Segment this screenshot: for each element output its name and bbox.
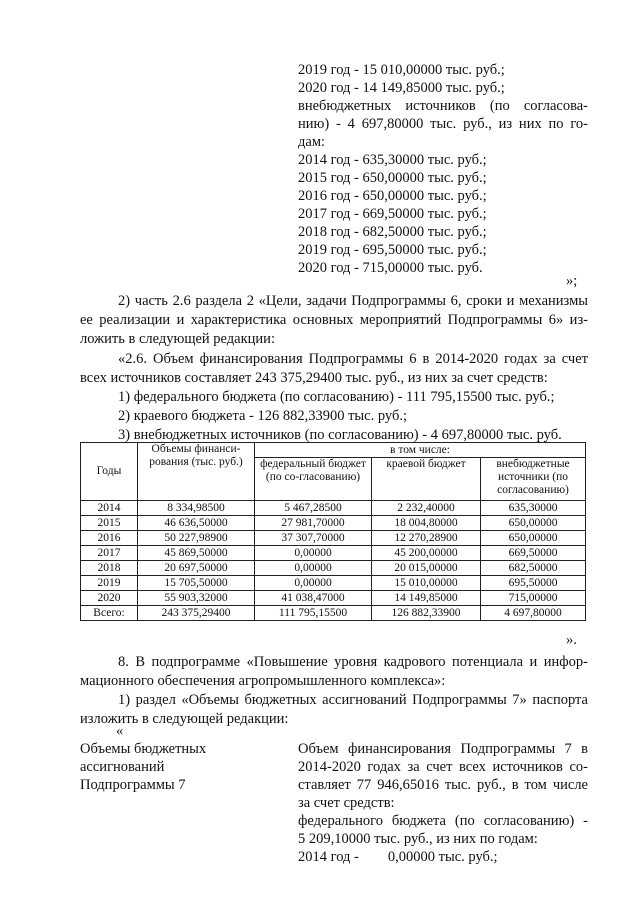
year-line: 2020 год - 715,00000 тыс. руб. [298, 260, 483, 276]
table-row [81, 516, 586, 531]
table-total-row [81, 606, 586, 621]
cell-total: 8 334,98500 [138, 501, 255, 516]
year-line: 2017 год - 669,50000 тыс. руб.; [298, 206, 487, 222]
column-header-volume: Объемы финанси-рования (тыс. руб.) [138, 443, 255, 501]
financing-table [80, 442, 586, 621]
paragraph-line: изложить в следующей редакции: [80, 711, 289, 727]
cell-federal: 37 307,70000 [255, 531, 372, 546]
cell-total: 15 705,50000 [138, 576, 255, 591]
cell-offbudget: 4 697,80000 [481, 606, 586, 621]
cell-regional: 14 149,85000 [372, 591, 481, 606]
cell-year: 2016 [81, 531, 138, 546]
text-line: дам: [298, 134, 326, 150]
cell-federal: 111 795,15500 [255, 606, 372, 621]
paragraph-line: ее реализации и характеристика основных мероприятий Подпрограммы 6» из- [80, 312, 588, 328]
paragraph-line: 8. В подпрограмме «Повышение уровня кадрового потенциала и инфор- [118, 654, 588, 670]
year-line: 2015 год - 650,00000 тыс. руб.; [298, 170, 487, 186]
paragraph-line: мационного обеспечения агропромышленного комплекса»: [80, 673, 446, 689]
cell-year: Всего: [81, 606, 138, 621]
cell-year: 2019 [81, 576, 138, 591]
year-line: 2019 год - 15 010,00000 тыс. руб.; [298, 62, 505, 78]
table-row [81, 561, 586, 576]
cell-regional: 15 010,00000 [372, 576, 481, 591]
cell-offbudget: 669,50000 [481, 546, 586, 561]
cell-offbudget: 650,00000 [481, 531, 586, 546]
text-line: ставляет 77 946,65016 тыс. руб., в том числе [298, 777, 588, 793]
year-line: 2018 год - 682,50000 тыс. руб.; [298, 224, 487, 240]
cell-offbudget: 682,50000 [481, 561, 586, 576]
cell-total: 20 697,50000 [138, 561, 255, 576]
cell-regional: 12 270,28900 [372, 531, 481, 546]
cell-year: 2014 [81, 501, 138, 516]
text-line: 5 209,10000 тыс. руб., из них по годам: [298, 831, 538, 847]
cell-federal: 27 981,70000 [255, 516, 372, 531]
column-header-offbudget: внебюджетные источники (по согласованию) [481, 458, 586, 501]
opening-quote: « [116, 723, 124, 739]
cell-year: 2017 [81, 546, 138, 561]
cell-regional: 18 004,80000 [372, 516, 481, 531]
cell-federal: 0,00000 [255, 561, 372, 576]
year-line: 2019 год - 695,50000 тыс. руб.; [298, 242, 487, 258]
passport-label: Объемы бюджетных [80, 741, 207, 757]
paragraph-line: всех источников составляет 243 375,29400 тыс. руб., из них за счет средств: [80, 370, 548, 386]
column-header-years: Годы [81, 443, 138, 501]
text-line: нию) - 4 697,80000 тыс. руб., из них по го- [298, 116, 588, 132]
year-line: 2020 год - 14 149,85000 тыс. руб.; [298, 80, 505, 96]
cell-regional: 126 882,33900 [372, 606, 481, 621]
cell-offbudget: 635,30000 [481, 501, 586, 516]
year-line: 2014 год - 0,00000 тыс. руб.; [298, 849, 498, 865]
text-line: внебюджетных источников (по согласова- [298, 98, 588, 114]
paragraph-line: 3) внебюджетных источников (по согласованию) - 4 697,80000 тыс. руб. [118, 427, 562, 443]
column-header-federal: федеральный бюджет (по со-гласованию) [255, 458, 372, 501]
cell-offbudget: 715,00000 [481, 591, 586, 606]
text-line: за счет средств: [298, 795, 395, 811]
cell-offbudget: 650,00000 [481, 516, 586, 531]
passport-value [298, 740, 588, 866]
cell-regional: 2 232,40000 [372, 501, 481, 516]
cell-offbudget: 695,50000 [481, 576, 586, 591]
table-row [81, 531, 586, 546]
cell-federal: 0,00000 [255, 546, 372, 561]
closing-quote: »; [566, 273, 578, 289]
cell-total: 50 227,98900 [138, 531, 255, 546]
cell-year: 2020 [81, 591, 138, 606]
paragraph-line: 1) раздел «Объемы бюджетных ассигнований Подпрограммы 7» паспорта [118, 692, 588, 708]
cell-total: 45 869,50000 [138, 546, 255, 561]
table-row [81, 501, 586, 516]
paragraph-line: ложить в следующей редакции: [80, 331, 275, 347]
cell-year: 2015 [81, 516, 138, 531]
paragraph-line: 2) краевого бюджета - 126 882,33900 тыс. руб.; [118, 408, 408, 424]
cell-federal: 41 038,47000 [255, 591, 372, 606]
cell-federal: 0,00000 [255, 576, 372, 591]
table-row [81, 576, 586, 591]
text-line: Объем финансирования Подпрограммы 7 в [298, 741, 588, 757]
column-header-including: в том числе: [255, 443, 586, 458]
funding-list-top [298, 61, 588, 277]
passport-label: Подпрограммы 7 [80, 777, 186, 793]
cell-federal: 5 467,28500 [255, 501, 372, 516]
year-line: 2016 год - 650,00000 тыс. руб.; [298, 188, 487, 204]
cell-total: 46 636,50000 [138, 516, 255, 531]
table-row [81, 546, 586, 561]
paragraph-line: 2) часть 2.6 раздела 2 «Цели, задачи Подпрограммы 6, сроки и механизмы [118, 293, 588, 309]
cell-total: 243 375,29400 [138, 606, 255, 621]
cell-total: 55 903,32000 [138, 591, 255, 606]
column-header-regional: краевой бюджет [372, 458, 481, 501]
text-line: 2014-2020 годах за счет всех источников со- [298, 759, 588, 775]
text-line: федерального бюджета (по согласованию) - [298, 813, 588, 829]
cell-regional: 45 200,00000 [372, 546, 481, 561]
closing-quote: ». [566, 632, 577, 648]
table-row [81, 591, 586, 606]
paragraph-line: «2.6. Объем финансирования Подпрограммы 6 в 2014-2020 годах за счет [118, 351, 588, 367]
cell-regional: 20 015,00000 [372, 561, 481, 576]
cell-year: 2018 [81, 561, 138, 576]
passport-label: ассигнований [80, 759, 165, 775]
year-line: 2014 год - 635,30000 тыс. руб.; [298, 152, 487, 168]
paragraph-line: 1) федерального бюджета (по согласованию) - 111 795,15500 тыс. руб.; [118, 389, 555, 405]
